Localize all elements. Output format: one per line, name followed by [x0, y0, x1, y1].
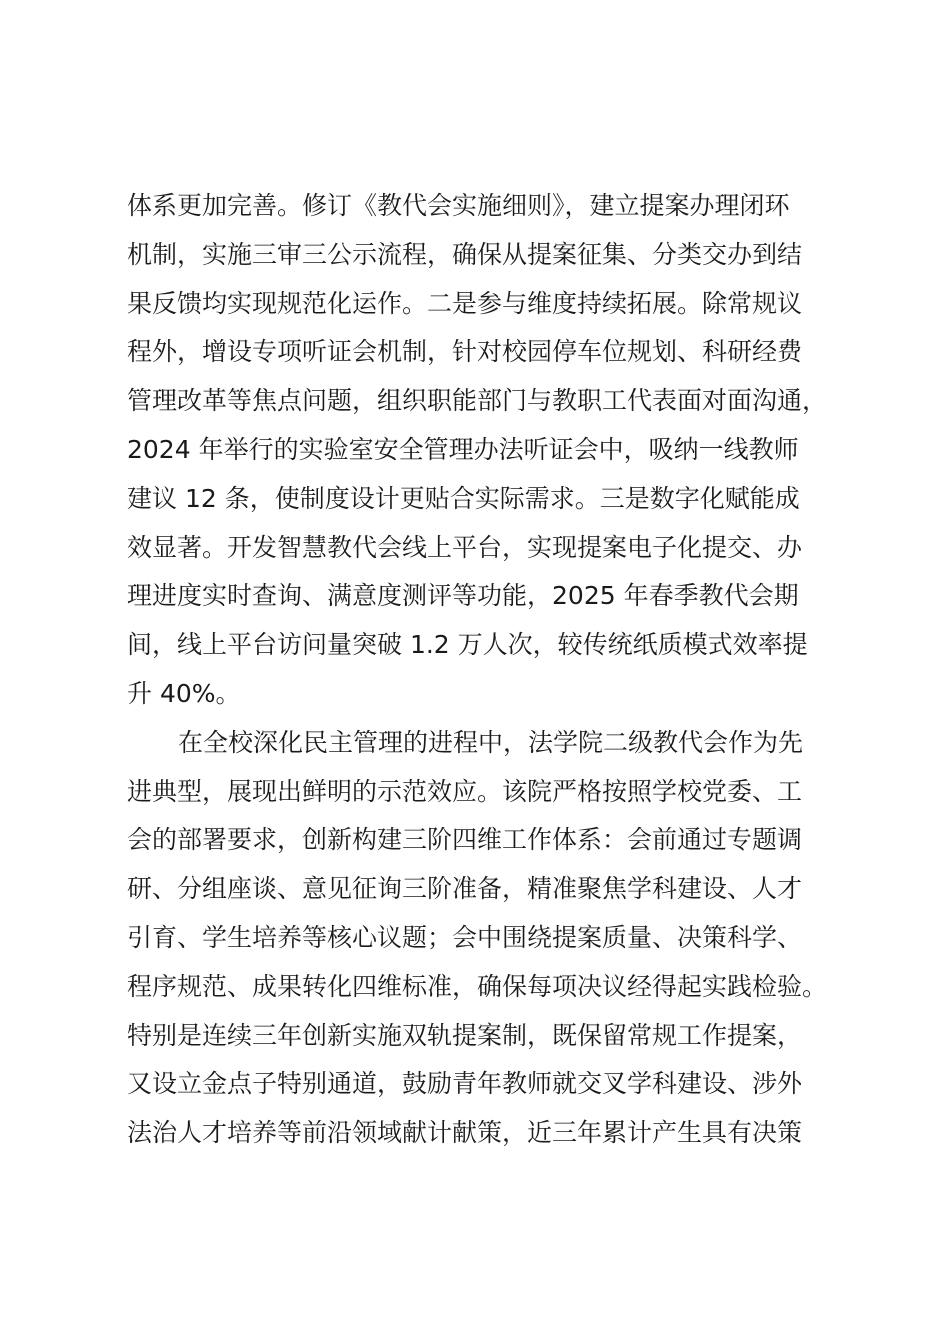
text-line: 体系更加完善。修订《教代会实施细则》，建立提案办理闭环: [127, 191, 790, 220]
text-line: 建议 12 条，使制度设计更贴合实际需求。三是数字化赋能成: [127, 483, 800, 513]
text-line: 管理改革等焦点问题，组织职能部门与教职工代表面对面沟通，: [127, 386, 828, 416]
body-text: [127, 182, 867, 1158]
text-line: 程序规范、成果转化四维标准，确保每项决议经得起实践检验。: [127, 971, 828, 1001]
text-line: 又设立金点子特别通道，鼓励青年教师就交叉学科建设、涉外: [127, 1069, 803, 1099]
text-line: 效显著。开发智慧教代会线上平台，实现提案电子化提交、办: [127, 532, 803, 562]
paragraph-first-line: 在全校深化民主管理的进程中，法学院二级教代会作为先: [178, 727, 804, 757]
text-line: 会的部署要求，创新构建三阶四维工作体系：会前通过专题调: [127, 825, 803, 855]
text-line: 机制，实施三审三公示流程，确保从提案征集、分类交办到结: [127, 239, 803, 269]
text-line: 果反馈均实现规范化运作。二是参与维度持续拓展。除常规议: [127, 288, 803, 318]
text-line: 间，线上平台访问量突破 1.2 万人次，较传统纸质模式效率提: [127, 630, 808, 660]
text-line: 2024 年举行的实验室安全管理办法听证会中，吸纳一线教师: [127, 434, 799, 464]
text-line: 程外，增设专项听证会机制，针对校园停车位规划、科研经费: [127, 337, 803, 367]
text-line: 升 40%。: [127, 678, 241, 708]
text-line: 引育、学生培养等核心议题；会中围绕提案质量、决策科学、: [127, 922, 803, 952]
text-line: 理进度实时查询、满意度测评等功能，2025 年春季教代会期: [127, 581, 799, 611]
text-line: 法治人才培养等前沿领域献计献策，近三年累计产生具有决策: [127, 1118, 803, 1148]
text-line: 进典型，展现出鲜明的示范效应。该院严格按照学校党委、工: [127, 776, 803, 806]
text-line: 特别是连续三年创新实施双轨提案制，既保留常规工作提案，: [127, 1020, 803, 1050]
text-line: 研、分组座谈、意见征询三阶准备，精准聚焦学科建设、人才: [127, 874, 803, 904]
